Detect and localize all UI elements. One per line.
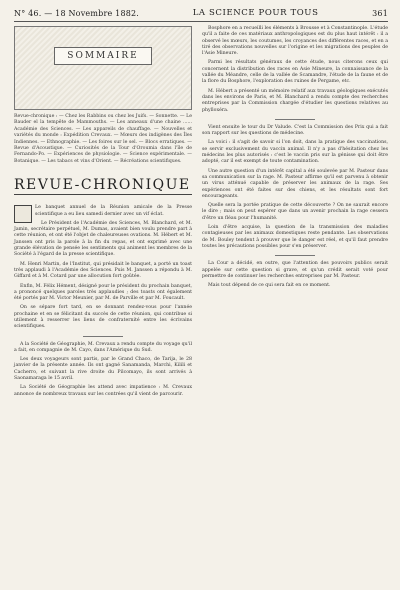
sommaire-contents: Revue-chronique : — Chez les Rabbins ou chez les Juifs. — Sonnette. — Le Bauder el la tempête de Mammouths. — Les anneaux d'une chaine ...... Académie des Sciences. — Les appareils de chauffage. — Nouvelles et variétés du monde : Expédition Crevaux. — Mœurs des indigènes des Îles Indiennes. — Ethnographie. — Les foires sur le sel. — Blocs erratiques. — Revue d'Acoustique. — Curiosités de la Tour d'Oroumia dans l'île de Fernando-Po. — Expériences de physiologie. — Science expérimentale. — Botanique. — Les tabacs et vins d'Orient. — Récréations scientifiques. (14, 114, 192, 164)
header-rule (14, 21, 388, 22)
paragraph: La Cour a décidé, en outre, que l'attention des pouvoirs publics serait appelée sur cette question si grave, et qu'un crédit serait voté pour permettre de continuer les recherches entreprises par M. Pasteur. (202, 261, 388, 279)
paragraph: Bosphore en a recueilli les éléments à Brousse et à Constantinople. L'étude qu'il a faite de ces matériaux anthropologiques est du plus haut intérêt : il a observé les mœurs, les coutumes, les croyances des différentes races, et en a tiré des observations nouvelles sur l'origine et les migrations des peuples de l'Asie Mineure. (202, 26, 388, 57)
paragraph: M. Henri Martin, de l'Institut, qui présidait le banquet, a porté un toast très applaudi à l'Académie des Sciences. Puis M. Janssen a répondu à M. Giffard et à M. Cotard par une allocution fort goûtée. (14, 261, 192, 280)
left-column (14, 26, 192, 582)
section-divider (275, 119, 315, 120)
journal-title: LA SCIENCE POUR TOUS (192, 8, 319, 18)
paragraph: La Société de Géographie les attend avec impatience : M. Crevaux annonce de nombreux travaux sur les contrées qu'il vient de parcourir. (14, 385, 192, 397)
paragraph: Le Président de l'Académie des Sciences, M. Blanchard, et M. Jamin, secrétaire perpétuel, M. Dumas, avaient bien voulu prendre part à cette réunion, et ont été l'objet de chaleureuses ovations. M. Hébert et M. Janssen ont pris la parole à la fin du repas, et ont exprimé avec une grande élévation de pensée les sentiments qui animent les membres de la Société à l'égard de la presse scientifique. (14, 220, 192, 258)
section-divider (83, 336, 123, 337)
section-title: REVUE-CHRONIQUE (14, 177, 191, 194)
page-number: 361 (372, 8, 388, 18)
issue-date: N° 46. — 18 Novembre 1882. (14, 8, 140, 18)
paragraph: Vient ensuite le tour du Dr Valude. C'est la Commission des Prix qui a fait son rapport sur les questions de médecine. (202, 124, 388, 137)
paragraph: Le banquet annuel de la Réunion amicale de la Presse scientifique a eu lieu samedi dernier avec un vif éclat. (35, 205, 192, 217)
paragraph: M. Hébert a présenté un mémoire relatif aux travaux géologiques exécutés dans les environs de Paris, et M. Blanchard a rendu compte des recherches entreprises par la Commission chargée d'étudier les questions relatives au phylloxéra. (202, 88, 388, 113)
paragraph: Loin d'être acquise, la question de la transmission des maladies contagieuses par les animaux domestiques reste pendante. Les observations de M. Bouley tendent à prouver que le danger est réel, et qu'il faut prendre toutes les précautions possibles pour s'en préserver. (202, 225, 388, 249)
paragraph: Parmi les résultats généraux de cette étude, nous citerons ceux qui concernent la distribution des races en Asie Mineure, la connaissance de la vallée du Méandre, celle de la vallée de Scamandre, l'étude de la faune et de la flore du Bosphore, l'exploration des ruines de Pergame, etc. (202, 60, 388, 85)
dropcap-ornament (14, 205, 32, 223)
paragraph: La voici : il s'agit de savoir si l'on doit, dans la pratique des vaccinations, se servir exclusivement du vaccin animal. Il n'y a pas d'hésitation chez les médecins les plus autorisés : c'est le vaccin pris sur la génisse qui doit être adopté, car il est exempt de toute contamination. (202, 140, 388, 165)
paragraph: Quelle sera la portée pratique de cette découverte ? On ne saurait encore le dire ; mais on peut espérer que dans un avenir prochain la rage cessera d'être un fléau pour l'humanité. (202, 203, 388, 221)
paragraph: Enfin, M. Félix Hément, désigné pour le président du prochain banquet, a prononcé quelques paroles très applaudies ; des toasts ont également été portés par M. Victor Meunier, par M. de Parville et par M. Foucault. (14, 283, 192, 302)
paragraph: Mais tout dépend de ce qui sera fait en ce moment. (208, 283, 331, 289)
right-column (202, 26, 388, 582)
section-divider (275, 255, 315, 256)
paragraph: Une autre question d'un intérêt capital a été soulevée par M. Pasteur dans sa communication sur la rage. M. Pasteur affirme qu'il est parvenu à obtenir un virus atténué capable de préserver les animaux de la rage. Ses expériences ont été faites sur des chiens, et les résultats sont fort encourageants. (202, 168, 388, 199)
sommaire-banner (14, 26, 192, 110)
sommaire-label: SOMMAIRE (54, 47, 151, 65)
paragraph: A la Société de Géographie, M. Crevaux a rendu compte du voyage qu'il a fait, en compagnie de M. Cayo, dans l'Amérique du Sud. (14, 341, 192, 353)
paragraph: On se sépare fort tard, en se donnant rendez-vous pour l'année prochaine et en se félicitant du succès de cette réunion, qui contribue si utilement à resserrer les liens de confraternité entre les écrivains scientifiques. (14, 305, 192, 330)
paragraph: Les deux voyageurs sont partis, par le Grand Chaco, de Tarija, le 28 janvier de la présente année. Ils ont gagné Sanamanda, Marchi, Kilili et Cacherro, et suivant la rive droite du Pilcomayo, ils sont arrivés à Saonamaraga le 15 avril. (14, 357, 192, 382)
left-article-body (14, 205, 192, 398)
page-header (14, 6, 388, 20)
